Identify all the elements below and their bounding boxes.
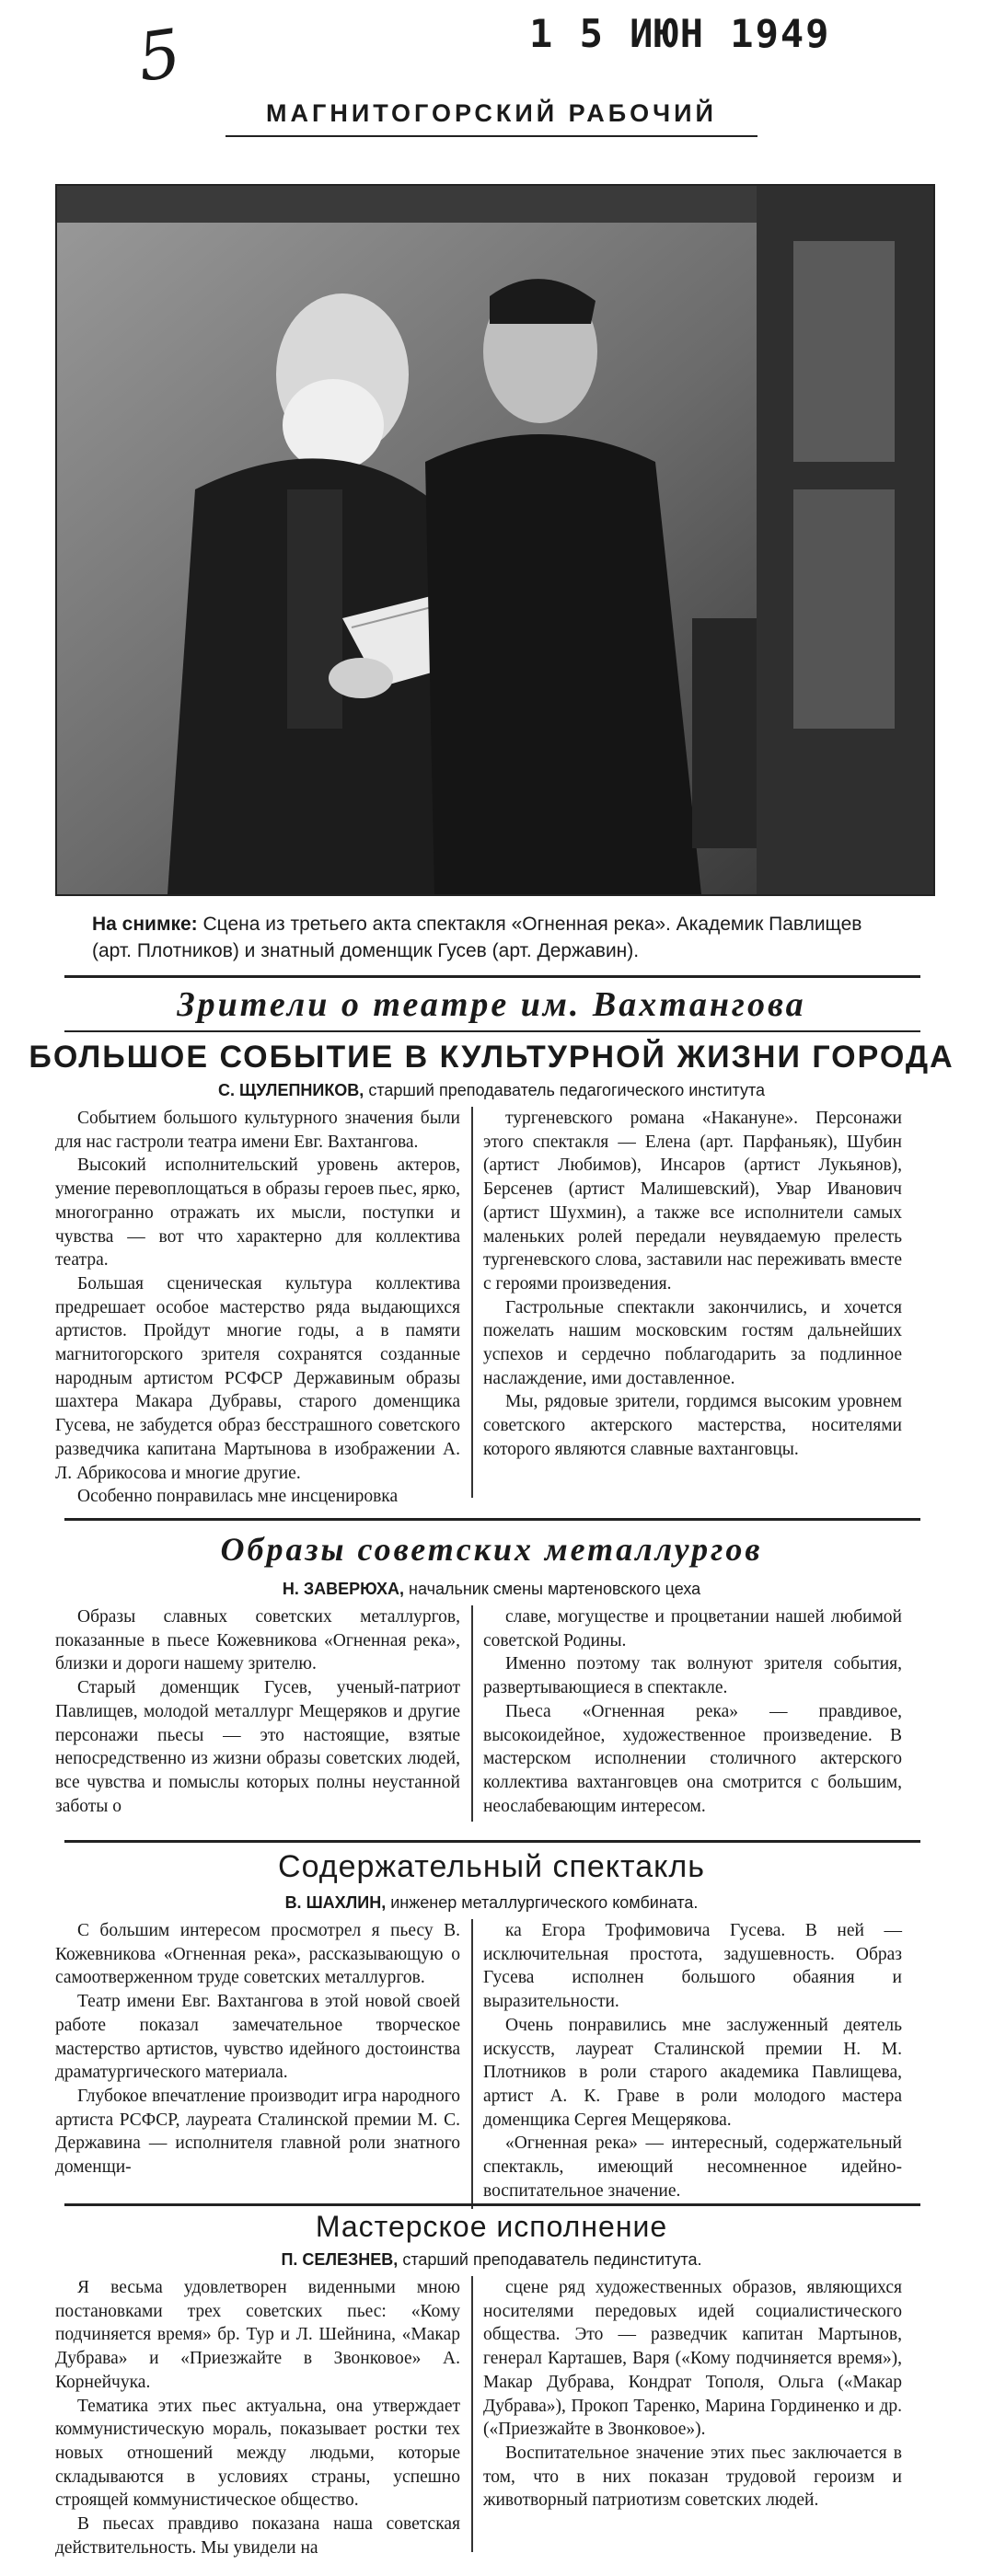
paragraph: славе, могуществе и процветании нашей любимой советской Родины. [483, 1607, 902, 1650]
newspaper-title: МАГНИТОГОРСКИЙ РАБОЧИЙ [266, 99, 717, 127]
article4-column-1 [55, 2276, 460, 2559]
paragraph: Театр имени Евг. Вахтангова в этой новой своей работе показал замечательное творческое мастерство артистов, чувство идейного достоинства драматургического материала. [55, 1992, 460, 2083]
article4-column-2 [483, 2276, 902, 2513]
paragraph: Глубокое впечатление производит игра народного артиста РСФСР, лауреата Сталинской премии М. С. Державина — исполнителя главной роли знатного доменщи- [55, 2086, 460, 2178]
article2-byline [0, 1580, 983, 1599]
paragraph: «Огненная река» — интересный, содержательный спектакль, имеющий несомненное идейно-воспитательное значение. [483, 2133, 902, 2201]
article3-column-1 [55, 1919, 460, 2179]
column-divider [471, 1107, 473, 1498]
rubric-heading: Зрители о театре им. Вахтангова [177, 985, 806, 1024]
paragraph: С большим интересом просмотрел я пьесу В. Кожевникова «Огненная река», рассказывающую о самоотверженном труде советских металлургов. [55, 1921, 460, 1988]
caption-text: Сцена из третьего акта спектакля «Огненная река». Академик Павлищев (арт. Плотников) и знатный доменщик Гусев (арт. Державин). [92, 914, 862, 961]
article2-author-role: начальник смены мартеновского цеха [409, 1580, 701, 1598]
paragraph: Именно поэтому так волнуют зрителя события, развертывающиеся в спектакле. [483, 1654, 902, 1698]
rubric-rule-bottom [64, 1030, 920, 1032]
article1-column-2 [483, 1107, 902, 1462]
article1-byline [0, 1081, 983, 1100]
article4-author-role: старший преподаватель пединститута. [402, 2250, 702, 2269]
article2-author: Н. ЗАВЕРЮХА, [282, 1580, 404, 1598]
header-rule [226, 135, 757, 137]
photo-illustration [57, 186, 933, 894]
article3-column-2 [483, 1919, 902, 2202]
paragraph: тургеневского романа «Накануне». Персонажи этого спектакля — Елена (арт. Парфаньяк), Шубин (артист Любимов), Инсаров (артист Лукьянов), Берсенев (артист Малишевский), Увар Иванович (артист Шухмин), а также все исполнители самых маленьких ролей передали неувядаемую прелесть тургеневского слова, заставили нас переживать вместе с героями произведения. [483, 1109, 902, 1294]
article3-title: Содержательный спектакль [278, 1849, 705, 1884]
paragraph: Я весьма удовлетворен виденными мною постановками трех советских пьес: «Кому подчиняется время» бр. Тур и Л. Шейнина, «Макар Дубрава» и «Приезжайте в Звонковое» А. Корнейчука. [55, 2278, 460, 2392]
scene-photo [55, 184, 935, 896]
article3-author: В. ШАХЛИН, [284, 1893, 387, 1912]
section-rule [64, 2203, 920, 2206]
column-divider [471, 1919, 473, 2209]
rubric-rule-top [64, 975, 920, 978]
column-divider [471, 2276, 473, 2552]
article4-author: П. СЕЛЕЗНЕВ, [281, 2250, 399, 2269]
paragraph: Событием большого культурного значения были для нас гастроли театра имени Евг. Вахтангова. [55, 1109, 460, 1152]
paragraph: Высокий исполнительский уровень актеров, умение перевоплощаться в образы героев пьес, ярко, многогранно отражать их мысли, поступки и чувства — вот что характерно для коллектива театра. [55, 1156, 460, 1271]
section-rule [64, 1840, 920, 1843]
paragraph: В пьесах правдиво показана наша советская действительность. Мы увидели на [55, 2514, 460, 2558]
paragraph: Старый доменщик Гусев, ученый-патриот Павлищев, молодой металлург Мещеряков и другие персонажи пьесы — это настоящие, взятые непосредственно из жизни образы советских людей, все чувства и помыслы которых полны неустанной заботы о [55, 1678, 460, 1816]
paragraph: Мы, рядовые зрители, гордимся высоким уровнем советского актерского мастерства, носителями которого являются славные вахтанговцы. [483, 1392, 902, 1459]
article4-title: Мастерское исполнение [315, 2210, 668, 2243]
article2-column-2 [483, 1605, 902, 1818]
paragraph: Пьеса «Огненная река» — правдивое, высокоидейное, художественное произведение. В мастерском исполнении столичного актерского коллектива вахтанговцев она смотрится с большим, неослабевающим интересом. [483, 1701, 902, 1816]
article1-title: БОЛЬШОЕ СОБЫТИЕ В КУЛЬТУРНОЙ ЖИЗНИ ГОРОДА [29, 1040, 954, 1075]
photo-caption [92, 911, 902, 964]
paragraph: Очень понравились мне заслуженный деятель искусств, лауреат Сталинской премии Н. М. Плотников в роли старого академика Павлищева, артист А. К. Граве в роли молодого мастера доменщика Сергея Мещерякова. [483, 2015, 902, 2130]
paragraph: Воспитательное значение этих пьес заключается в том, что в них показан трудовой героизм и животворный патриотизм советских людей. [483, 2443, 902, 2511]
paragraph: Образы славных советских металлургов, показанные в пьесе Кожевникова «Огненная река», близки и дороги нашему зрителю. [55, 1607, 460, 1674]
column-divider [471, 1605, 473, 1822]
caption-lead: На снимке: [92, 914, 198, 935]
paragraph: Тематика этих пьес актуальна, она утверждает коммунистическую мораль, показывает ростки тех новых отношений между людьми, которые складываются в условиях страны, успешно строящей коммунистическое общество. [55, 2396, 460, 2511]
section-rule [64, 1518, 920, 1521]
article2-column-1 [55, 1605, 460, 1818]
paragraph: ка Егора Трофимовича Гусева. В ней — исключительная простота, задушевность. Образ Гусева исполнен большого обаяния и выразительности. [483, 1921, 902, 2012]
paragraph: Особенно понравилась мне инсценировка [77, 1487, 399, 1507]
paragraph: Гастрольные спектакли закончились, и хочется пожелать нашим московским гостям дальнейших успехов и сердечно поблагодарить за подлинное наслаждение, ими доставленное. [483, 1297, 902, 1388]
article3-author-role: инженер металлургического комбината. [390, 1893, 699, 1912]
article3-byline [0, 1893, 983, 1913]
article1-author-role: старший преподаватель педагогического института [368, 1081, 766, 1099]
paragraph: Большая сценическая культура коллектива предрешает особое мастерство ряда выдающихся артистов. Пройдут многие годы, а в памяти магнитогорского зрителя сохранятся созданные народным артистом РСФСР Державиным образы шахтера Макара Дубравы, старого доменщика Гусева, не забудется образ бесстрашного советского разведчика капитана Мартынова в изображении А. Л. Абрикосова и многие другие. [55, 1273, 460, 1483]
article1-author: С. ЩУЛЕПНИКОВ, [217, 1081, 364, 1099]
handwritten-page-number: 5 [133, 14, 186, 97]
article2-title: Образы советских металлургов [220, 1531, 763, 1568]
date-stamp: 1 5 ИЮН 1949 [529, 11, 831, 56]
article1-column-1 [55, 1107, 460, 1509]
paragraph: сцене ряд художественных образов, являющихся носителями передовых идей социалистического общества. Это — разведчик капитан Мартынов, генерал Карташев, Варя («Кому подчиняется время»), Макар Дубрава, Кондрат Тополя, Ольга («Макар Дубрава»), Прокоп Таренко, Марина Гординенко и др. («Приезжайте в Звонковое»). [483, 2278, 902, 2440]
article4-byline [0, 2250, 983, 2270]
